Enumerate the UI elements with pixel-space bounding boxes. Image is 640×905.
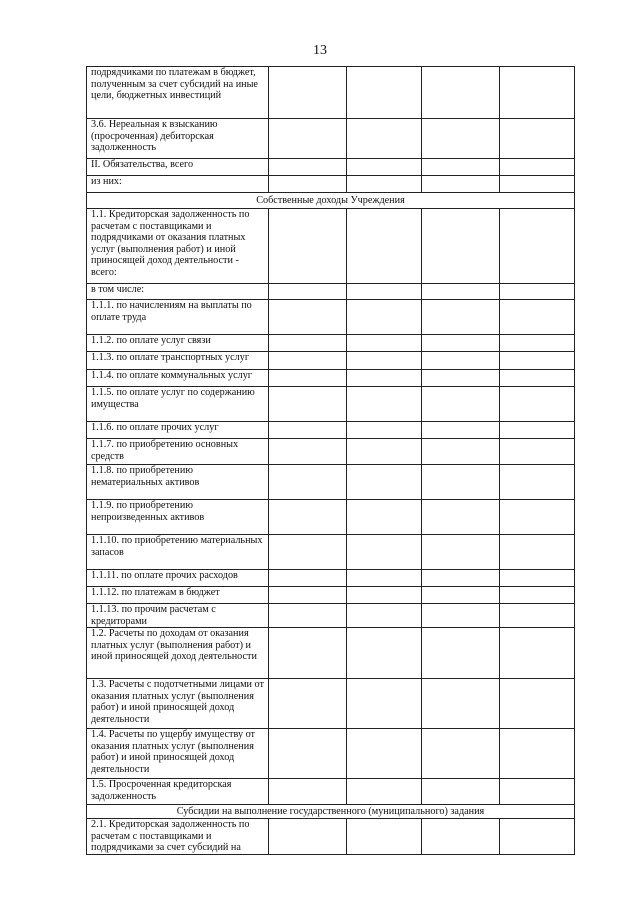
value-cell	[500, 370, 575, 387]
table-row	[87, 439, 575, 465]
value-cell	[269, 729, 347, 779]
value-cell	[422, 67, 500, 119]
value-cell	[269, 587, 347, 604]
value-cell	[347, 209, 422, 284]
value-cell	[422, 535, 500, 570]
table-row	[87, 67, 575, 119]
value-cell	[500, 176, 575, 193]
value-cell	[422, 729, 500, 779]
value-cell	[422, 284, 500, 300]
table-row	[87, 387, 575, 422]
table-row	[87, 422, 575, 439]
value-cell	[500, 729, 575, 779]
value-cell	[500, 119, 575, 159]
value-cell	[422, 335, 500, 352]
value-cell	[500, 604, 575, 628]
section-row	[87, 193, 575, 209]
value-cell	[269, 67, 347, 119]
row-label: 1.2. Расчеты по доходам от оказания платных услуг (выполнения работ) и иной приносящей доход деятельности	[87, 628, 269, 679]
page-number: 13	[313, 43, 327, 58]
value-cell	[422, 422, 500, 439]
table-row	[87, 500, 575, 535]
value-cell	[269, 535, 347, 570]
row-label: 3.6. Нереальная к взысканию (просроченная) дебиторская задолженность	[87, 119, 269, 159]
value-cell	[500, 628, 575, 679]
value-cell	[347, 67, 422, 119]
value-cell	[422, 679, 500, 729]
value-cell	[347, 422, 422, 439]
table-row	[87, 159, 575, 176]
row-label: 1.1.4. по оплате коммунальных услуг	[87, 370, 269, 387]
table-row	[87, 284, 575, 300]
value-cell	[500, 500, 575, 535]
row-label: 1.1.8. по приобретению нематериальных активов	[87, 465, 269, 500]
table-row	[87, 119, 575, 159]
value-cell	[500, 535, 575, 570]
row-label: 1.1.2. по оплате услуг связи	[87, 335, 269, 352]
row-label: подрядчиками по платежам в бюджет, полученным за счет субсидий на иные цели, бюджетных инвестиций	[87, 67, 269, 119]
row-label: 1.5. Просроченная кредиторская задолженность	[87, 779, 269, 805]
value-cell	[269, 604, 347, 628]
value-cell	[269, 819, 347, 855]
value-cell	[500, 587, 575, 604]
value-cell	[422, 587, 500, 604]
value-cell	[422, 159, 500, 176]
value-cell	[422, 570, 500, 587]
row-label: 1.1. Кредиторская задолженность по расчетам с поставщиками и подрядчиками от оказания платных услуг (выполнения работ) и иной приносящей доход деятельности - всего:	[87, 209, 269, 284]
value-cell	[269, 465, 347, 500]
value-cell	[347, 119, 422, 159]
value-cell	[422, 604, 500, 628]
value-cell	[422, 352, 500, 370]
value-cell	[347, 284, 422, 300]
table-row	[87, 209, 575, 284]
value-cell	[347, 535, 422, 570]
value-cell	[422, 819, 500, 855]
value-cell	[269, 422, 347, 439]
table-row	[87, 300, 575, 335]
row-label: II. Обязательства, всего	[87, 159, 269, 176]
value-cell	[500, 209, 575, 284]
table-row	[87, 679, 575, 729]
value-cell	[269, 370, 347, 387]
table-row	[87, 729, 575, 779]
value-cell	[347, 779, 422, 805]
value-cell	[269, 335, 347, 352]
table-row	[87, 819, 575, 855]
table-row	[87, 604, 575, 628]
value-cell	[500, 300, 575, 335]
value-cell	[422, 209, 500, 284]
value-cell	[422, 387, 500, 422]
table-row	[87, 370, 575, 387]
table-row	[87, 628, 575, 679]
value-cell	[347, 159, 422, 176]
value-cell	[347, 335, 422, 352]
value-cell	[269, 628, 347, 679]
table-row	[87, 587, 575, 604]
value-cell	[422, 370, 500, 387]
row-label: 1.1.3. по оплате транспортных услуг	[87, 352, 269, 370]
row-label: 1.4. Расчеты по ущербу имуществу от оказания платных услуг (выполнения работ) и иной приносящей доход деятельности	[87, 729, 269, 779]
value-cell	[269, 119, 347, 159]
value-cell	[422, 119, 500, 159]
value-cell	[500, 387, 575, 422]
value-cell	[422, 176, 500, 193]
value-cell	[347, 729, 422, 779]
value-cell	[347, 387, 422, 422]
value-cell	[269, 570, 347, 587]
value-cell	[269, 439, 347, 465]
value-cell	[269, 300, 347, 335]
table-row	[87, 465, 575, 500]
row-label: 1.1.6. по оплате прочих услуг	[87, 422, 269, 439]
table-row	[87, 779, 575, 805]
value-cell	[500, 570, 575, 587]
value-cell	[269, 387, 347, 422]
row-label: 2.1. Кредиторская задолженность по расчетам с поставщиками и подрядчиками за счет субсидий на	[87, 819, 269, 855]
value-cell	[500, 779, 575, 805]
liabilities-table	[86, 66, 575, 855]
value-cell	[347, 604, 422, 628]
value-cell	[500, 422, 575, 439]
value-cell	[347, 500, 422, 535]
row-label: 1.1.5. по оплате услуг по содержанию имущества	[87, 387, 269, 422]
value-cell	[422, 500, 500, 535]
row-label: 1.1.9. по приобретению непроизведенных активов	[87, 500, 269, 535]
value-cell	[269, 176, 347, 193]
value-cell	[347, 628, 422, 679]
value-cell	[347, 570, 422, 587]
section-row	[87, 805, 575, 819]
value-cell	[347, 370, 422, 387]
row-label: из них:	[87, 176, 269, 193]
row-label: в том числе:	[87, 284, 269, 300]
row-label: 1.1.13. по прочим расчетам с кредиторами	[87, 604, 269, 628]
value-cell	[269, 209, 347, 284]
value-cell	[422, 628, 500, 679]
value-cell	[422, 300, 500, 335]
value-cell	[500, 67, 575, 119]
row-label: 1.1.10. по приобретению материальных запасов	[87, 535, 269, 570]
row-label: 1.1.12. по платежам в бюджет	[87, 587, 269, 604]
value-cell	[500, 159, 575, 176]
value-cell	[269, 500, 347, 535]
value-cell	[347, 465, 422, 500]
value-cell	[500, 439, 575, 465]
value-cell	[269, 159, 347, 176]
table-row	[87, 335, 575, 352]
value-cell	[422, 465, 500, 500]
value-cell	[269, 679, 347, 729]
value-cell	[269, 284, 347, 300]
value-cell	[347, 679, 422, 729]
table-row	[87, 570, 575, 587]
value-cell	[269, 352, 347, 370]
value-cell	[500, 352, 575, 370]
row-label: 1.1.11. по оплате прочих расходов	[87, 570, 269, 587]
row-label: 1.1.1. по начислениям на выплаты по оплате труда	[87, 300, 269, 335]
section-header: Собственные доходы Учреждения	[87, 193, 575, 209]
table-row	[87, 176, 575, 193]
value-cell	[347, 176, 422, 193]
row-label: 1.3. Расчеты с подотчетными лицами от оказания платных услуг (выполнения работ) и иной приносящей доход деятельности	[87, 679, 269, 729]
value-cell	[347, 352, 422, 370]
value-cell	[269, 779, 347, 805]
table-row	[87, 352, 575, 370]
table-row	[87, 535, 575, 570]
value-cell	[500, 284, 575, 300]
value-cell	[347, 300, 422, 335]
value-cell	[347, 587, 422, 604]
section-header: Субсидии на выполнение государственного (муниципального) задания	[87, 805, 575, 819]
table-body	[87, 67, 575, 855]
value-cell	[422, 779, 500, 805]
value-cell	[347, 819, 422, 855]
value-cell	[500, 335, 575, 352]
value-cell	[347, 439, 422, 465]
value-cell	[500, 679, 575, 729]
value-cell	[500, 819, 575, 855]
row-label: 1.1.7. по приобретению основных средств	[87, 439, 269, 465]
value-cell	[500, 465, 575, 500]
value-cell	[422, 439, 500, 465]
